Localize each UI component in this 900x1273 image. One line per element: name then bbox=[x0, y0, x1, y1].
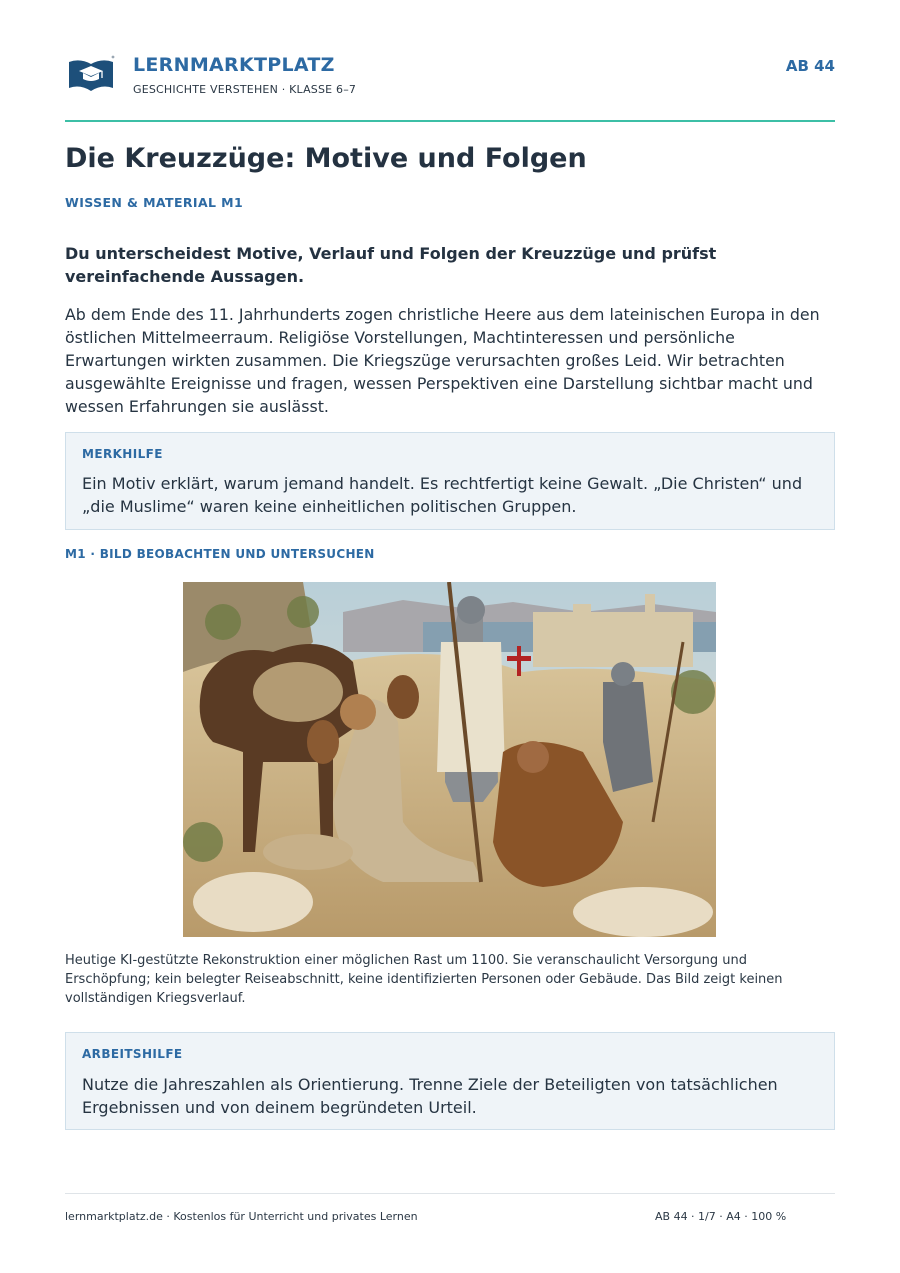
learning-goal: Du unterscheidest Motive, Verlauf und Folgen der Kreuzzüge und prüfst vereinfachende Aussagen. bbox=[65, 244, 717, 286]
merkhilfe-box bbox=[65, 432, 835, 530]
illustration-artwork bbox=[183, 582, 716, 937]
image-caption: Heutige KI-gestützte Rekonstruktion einer möglichen Rast um 1100. Sie veranschaulicht Versorgung und Erschöpfung; kein belegter Reiseabschnitt, keine identifizierten Personen oder Gebäude. Das Bild zeigt keinen vollständigen Kriegsverlauf. bbox=[65, 953, 783, 1006]
page-header bbox=[65, 52, 835, 102]
intro-text: Ab dem Ende des 11. Jahrhunderts zogen christliche Heere aus dem lateinischen Europa in den östlichen Mittelmeerraum. Religiöse Vorstellungen, Machtinteressen und persönliche Erwartungen wirkten zusammen. Die Kriegszüge verursachten großes Leid. Wir betrachten ausgewählte Ereignisse und fragen, wessen Perspektiven eine Darstellung sichtbar macht und wessen Erfahrungen sie auslässt. bbox=[65, 305, 820, 416]
section-kicker: WISSEN & MATERIAL M1 bbox=[65, 195, 244, 210]
footer-site-info: lernmarktplatz.de · Kostenlos für Unterricht und privates Lernen bbox=[65, 1210, 418, 1223]
crusade-rest-illustration bbox=[183, 582, 716, 937]
footer-page-info: AB 44 · 1/7 · A4 · 100 % bbox=[655, 1210, 787, 1223]
page-title: Die Kreuzzüge: Motive und Folgen bbox=[65, 143, 587, 174]
graduation-cap-book-icon bbox=[67, 54, 115, 94]
merkhilfe-label: MERKHILFE bbox=[82, 447, 163, 461]
header-divider bbox=[65, 120, 835, 122]
arbeitshilfe-label: ARBEITSHILFE bbox=[82, 1047, 183, 1061]
footer-divider bbox=[65, 1193, 835, 1194]
arbeitshilfe-box bbox=[65, 1032, 835, 1130]
merkhilfe-text: Ein Motiv erklärt, warum jemand handelt. Es rechtfertigt keine Gewalt. „Die Christen“ und „die Muslime“ waren keine einheitlichen politischen Gruppen. bbox=[82, 474, 803, 516]
arbeitshilfe-text: Nutze die Jahreszahlen als Orientierung. Trenne Ziele der Beteiligten von tatsächlichen Ergebnissen und von deinem begründeten Urteil. bbox=[82, 1075, 778, 1117]
sheet-number: AB 44 bbox=[785, 57, 835, 75]
brand-subtitle: GESCHICHTE VERSTEHEN · KLASSE 6–7 bbox=[133, 83, 357, 96]
brand-name: LERNMARKTPLATZ bbox=[133, 54, 335, 76]
m1-heading: M1 · BILD BEOBACHTEN UND UNTERSUCHEN bbox=[65, 547, 375, 561]
